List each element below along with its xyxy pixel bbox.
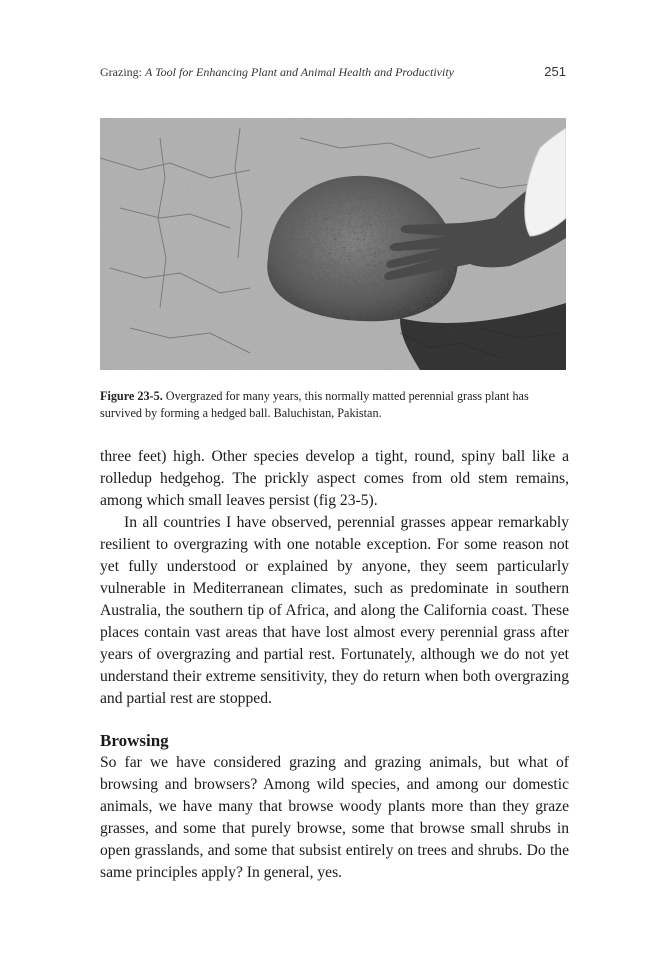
- figure-label: Figure 23-5.: [100, 389, 163, 403]
- figure-caption-text: Overgrazed for many years, this normally matted perennial grass plant has survived by forming a hedged ball. Baluchistan, Pakistan.: [100, 389, 529, 420]
- paragraph: three feet) high. Other species develop a tight, round, spiny ball like a rolledup hedgehog. The prickly aspect comes from old stem remains, among which small leaves persist (fig 23-5).: [100, 448, 569, 509]
- book-title-prefix: Grazing:: [100, 65, 145, 79]
- paragraph: So far we have considered grazing and grazing animals, but what of browsing and browsers? Among wild species, and among our domestic animals, we have many that browse woody plants more than they graze grasses, and some that purely browse, some that browse small shrubs in open grasslands, and some that subsist entirely on trees and shrubs. Do the same principles apply? In general, yes.: [100, 754, 569, 881]
- book-title-italic: A Tool for Enhancing Plant and Animal Health and Productivity: [144, 65, 454, 79]
- figure-caption: [100, 388, 570, 422]
- running-header: [100, 64, 566, 84]
- book-title: [100, 65, 454, 80]
- figure-photo: [100, 118, 566, 370]
- body-text: [100, 446, 569, 884]
- page-number: 251: [544, 64, 566, 79]
- section-heading: Browsing: [100, 731, 169, 750]
- paragraph: In all countries I have observed, perennial grasses appear remarkably resilient to overgrazing with one notable exception. For some reason not yet fully understood or explained by anyone, they seem particularly vulnerable in Mediterranean climates, such as predominate in southern Australia, the southern tip of Africa, and along the California coast. These places contain vast areas that have lost almost every perennial grass after years of overgrazing and partial rest. Fortunately, although we do not yet understand their extreme sensitivity, they do return when both overgrazing and partial rest are stopped.: [100, 514, 569, 707]
